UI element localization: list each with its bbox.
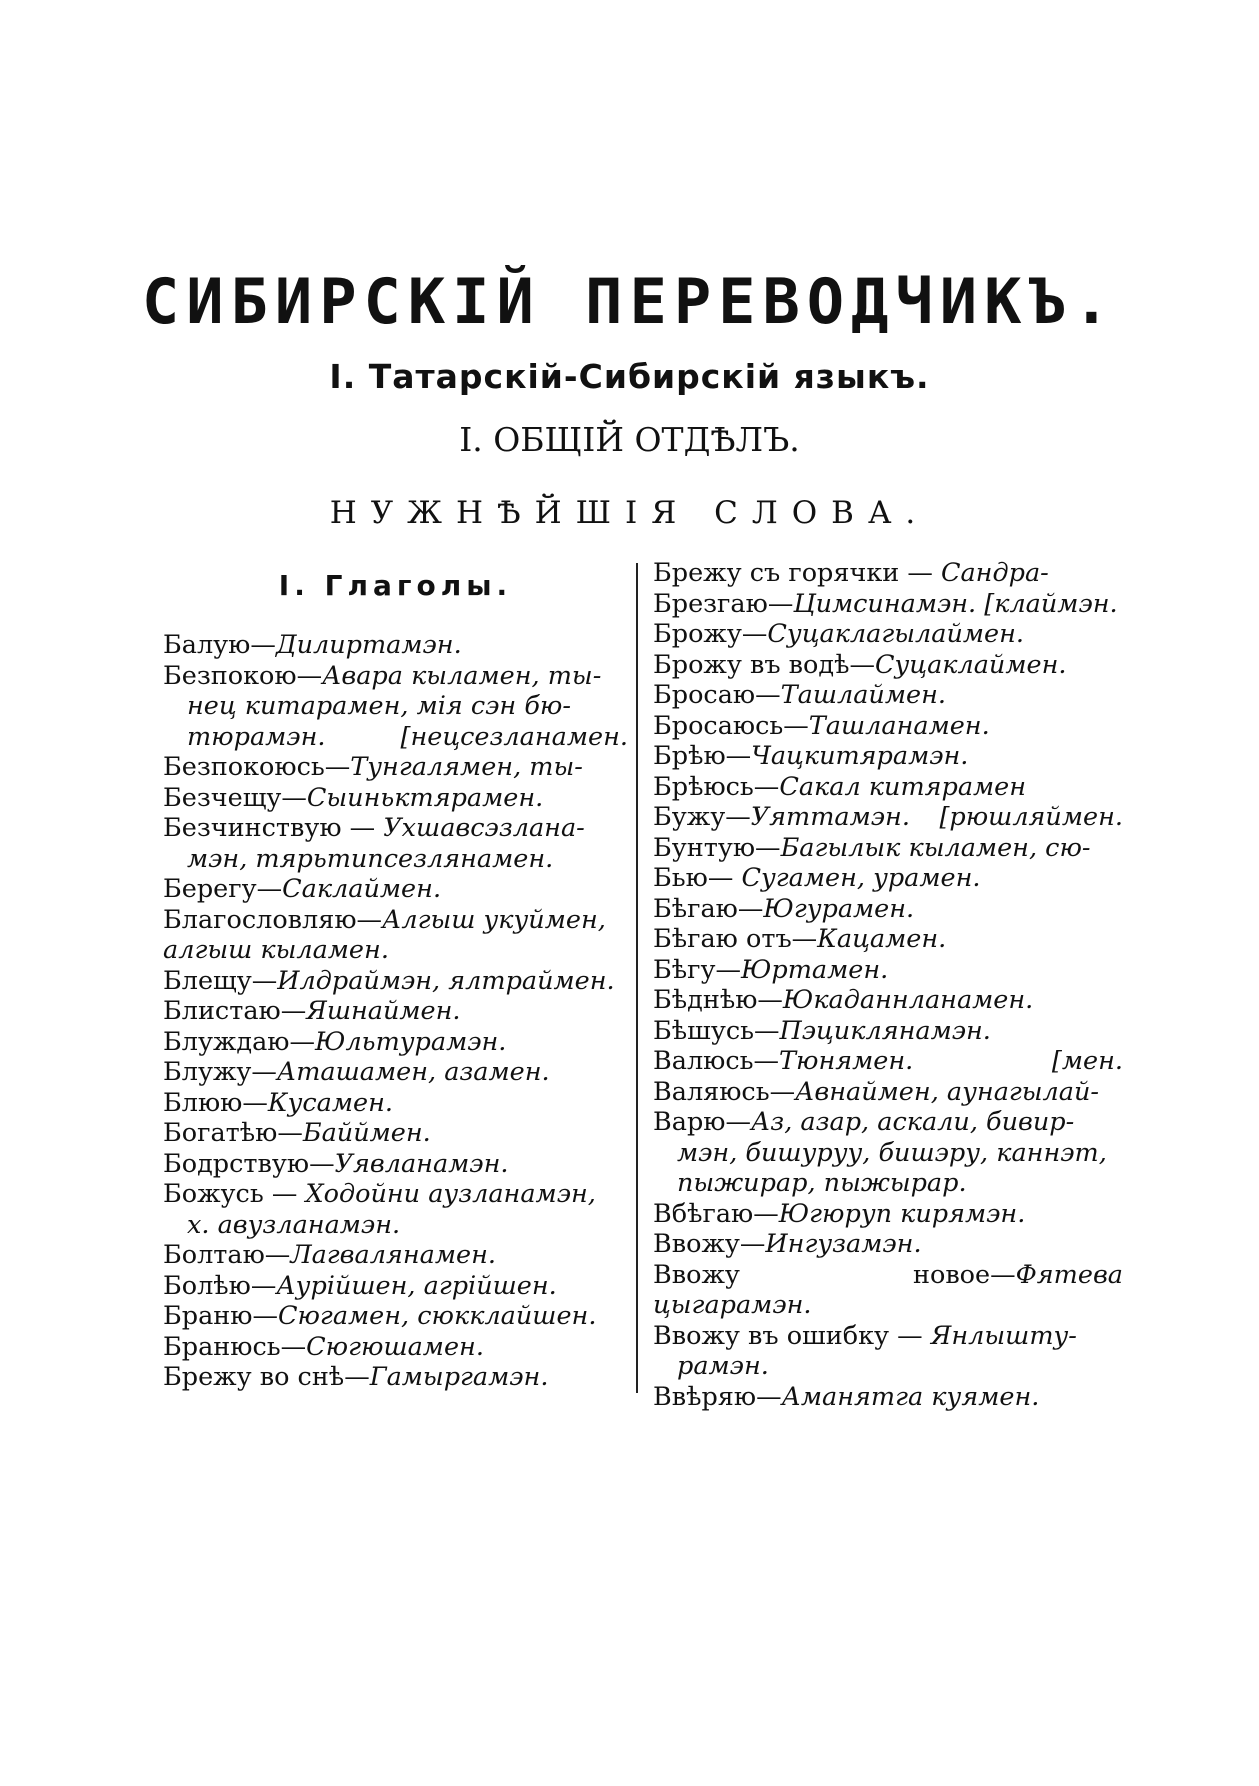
language-subtitle: I. Татарскій-Сибирскій языкъ. <box>329 357 930 396</box>
entry-line: Блещу—Илдраймэн, ялтраймен. <box>163 965 615 996</box>
page-title: СИБИРСКІЙ ПЕРЕВОДЧИКЪ. <box>141 265 1118 338</box>
entry-line: Бросаю—Ташлаймен. <box>653 680 946 710</box>
left-column <box>163 558 628 1393</box>
entry-line: Брѣю—Чацкитярамэн. <box>653 741 969 771</box>
entry-line: мэн, тярьтипсезлянамен. <box>187 843 554 874</box>
entry-line: Безпокоюсь—Тунгалямен, ты- <box>163 752 583 782</box>
section-heading: I. ОБЩІЙ ОТДѢЛЪ. <box>459 420 800 459</box>
entry-line: Бѣгаю—Югурамен. <box>653 893 915 924</box>
entry-line: Ввожу въ ошибку — Янлышту- <box>653 1320 1077 1351</box>
entry-line: Бодрствую—Уявланамэн. <box>163 1148 509 1179</box>
entry-line: Вбѣгаю—Югюруп кирямэн. <box>653 1198 1026 1229</box>
entry-line: Брезгаю—Цимсинамэн. [клаймэн. <box>653 588 1118 619</box>
entry-line: Блуждаю—Юльтурамэн. <box>163 1026 507 1057</box>
entry-line: Валюсь—Тюнямен. [мен. <box>653 1046 1123 1076</box>
entry-line: Брѣюсь—Сакал китярамен <box>653 771 1027 802</box>
entry-line: Блужу—Аташамен, азамен. <box>163 1057 550 1087</box>
entry-line: х. авузланамэн. <box>187 1209 401 1240</box>
entry-line: Бужу—Уяттамэн. [рюшляймен. <box>653 802 1123 832</box>
entry-line: Ввожу—Ингузамэн. <box>653 1229 922 1259</box>
entry-line: Богатѣю—Байймен. <box>163 1118 431 1148</box>
entry-line: Бью— Сугамен, урамен. <box>653 863 981 893</box>
entry-line: Брожу въ водѣ—Суцаклаймен. <box>653 649 1067 680</box>
entry-line: рамэн. <box>677 1351 769 1381</box>
entry-line: Брежу во снѣ—Гамыргамэн. <box>163 1362 549 1392</box>
entry-line: Варю—Аз, азар, аскали, бивир- <box>653 1107 1075 1137</box>
entry-line: Благословляю—Алгыш укуймен, <box>163 904 606 935</box>
entry-line: Безпокою—Авара кыламен, ты- <box>163 660 602 691</box>
entry-line: алгыш кыламен. <box>163 935 389 965</box>
entry-line: пыжирар, пыжырар. <box>677 1168 967 1198</box>
entry-line: Валяюсь—Авнаймен, аунагылай- <box>653 1076 1100 1107</box>
entry-line: мэн, бишуруу, бишэру, каннэт, <box>677 1137 1107 1168</box>
words-heading: НУЖНѢЙШІЯ СЛОВА. <box>329 495 930 531</box>
entry-line: Бѣднѣю—Юкаданнланамен. <box>653 985 1034 1015</box>
column-divider <box>636 563 638 1393</box>
entry-line: Болѣю—Аурійшен, агрійшен. <box>163 1270 557 1301</box>
entry-line: Бѣгу—Юртамен. <box>653 954 889 985</box>
entry-line: Божусь — Ходойни аузланамэн, <box>163 1179 596 1209</box>
entry-line: Бѣшусь—Пэциклянамэн. <box>653 1015 991 1046</box>
entry-line: Ввѣряю—Аманятга куямен. <box>653 1381 1040 1412</box>
entry-line: Берегу—Саклаймен. <box>163 874 442 904</box>
entry-line: Бунтую—Багылык кыламен, сю- <box>653 832 1091 863</box>
entry-line: нец китарамен, мія сэн бю- <box>187 691 571 721</box>
entry-line: Блистаю—Яшнаймен. <box>163 996 461 1026</box>
right-column <box>653 558 1123 1412</box>
entry-line: Бранюсь—Сюгюшамен. <box>163 1331 484 1362</box>
entry-line: Бросаюсь—Ташланамен. <box>653 710 990 741</box>
entry-line: Балую—Дилиртамэн. <box>163 630 462 660</box>
entry-line: тюрамэн. [нецсезланамен. <box>187 721 628 752</box>
entry-line: Брежу съ горячки — Сандра- <box>653 558 1049 588</box>
entry-line: Ввожу новое—Фятева цыгарамэн. <box>653 1259 1123 1320</box>
entry-line: Болтаю—Лагвалянамен. <box>163 1240 496 1270</box>
column-heading: I. Глаголы. <box>278 569 513 602</box>
entry-line: Блюю—Кусамен. <box>163 1087 393 1118</box>
entry-line: Безчинствую — Ухшавсэзлана- <box>163 813 585 843</box>
entry-line: Браню—Сюгамен, сюкклайшен. <box>163 1301 597 1331</box>
entry-line: Бѣгаю отъ—Кацамен. <box>653 924 947 954</box>
entry-line: Безчещу—Сыиньктярамен. <box>163 782 544 813</box>
entry-line: Брожу—Суцаклагылаймен. <box>653 619 1025 649</box>
